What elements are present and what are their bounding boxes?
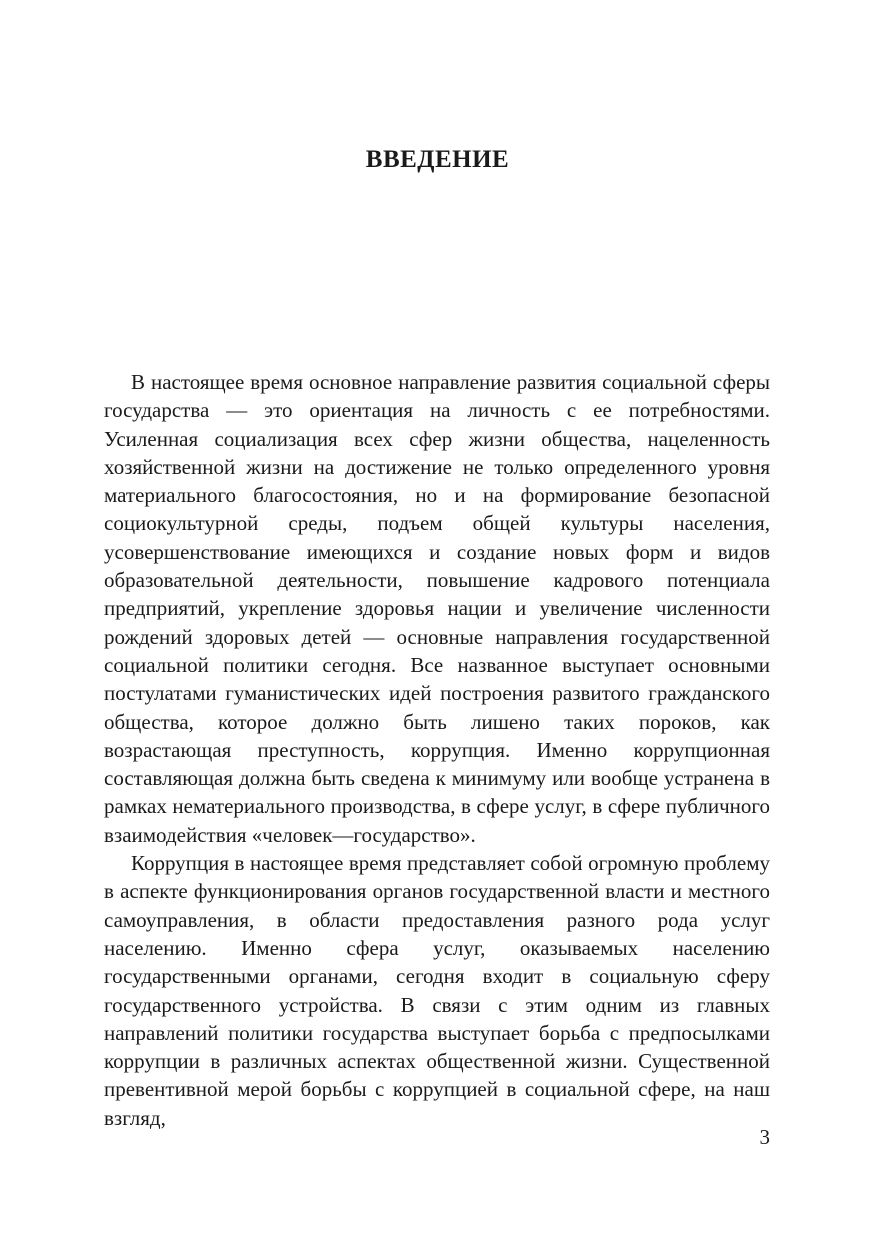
page-title: ВВЕДЕНИЕ xyxy=(365,146,510,173)
paragraph-1: В настоящее время основное направление развития социальной сферы государства — это ориентация на личность с ее потребностями. Усиленная социализация всех сфер жизни общества, нацеленность хозяйственной жизни на достижение не только определенного уровня материального благосостояния, но и на формирование безопасной социокультурной среды, подъем общей культуры населения, усовершенствование имеющихся и создание новых форм и видов образовательной деятельности, повышение кадрового потенциала предприятий, укрепление здоровья нации и увеличение численности рождений здоровых детей — основные направления государственной социальной политики сегодня. Все названное выступает основными постулатами гуманистических идей построения развитого гражданского общества, которое должно быть лишено таких пороков, как возрастающая преступность, коррупция. Именно коррупционная составляющая должна быть сведена к минимуму или вообще устранена в рамках нематериального производства, в сфере услуг, в сфере публичного взаимодействия «человек—государство». xyxy=(104,370,770,847)
body-text xyxy=(104,368,770,1132)
page-number: 3 xyxy=(759,1125,770,1149)
paragraph-2: Коррупция в настоящее время представляет собой огромную проблему в аспекте функционирования органов государственной власти и местного самоуправления, в области предоставления разного рода услуг населению. Именно сфера услуг, оказываемых населению государственными органами, сегодня входит в социальную сферу государственного устройства. В связи с этим одним из главных направлений политики государства выступает борьба с предпосылками коррупции в различных аспектах общественной жизни. Существенной превентивной мерой борьбы с коррупцией в социальной сфере, на наш взгляд, xyxy=(104,851,770,1130)
